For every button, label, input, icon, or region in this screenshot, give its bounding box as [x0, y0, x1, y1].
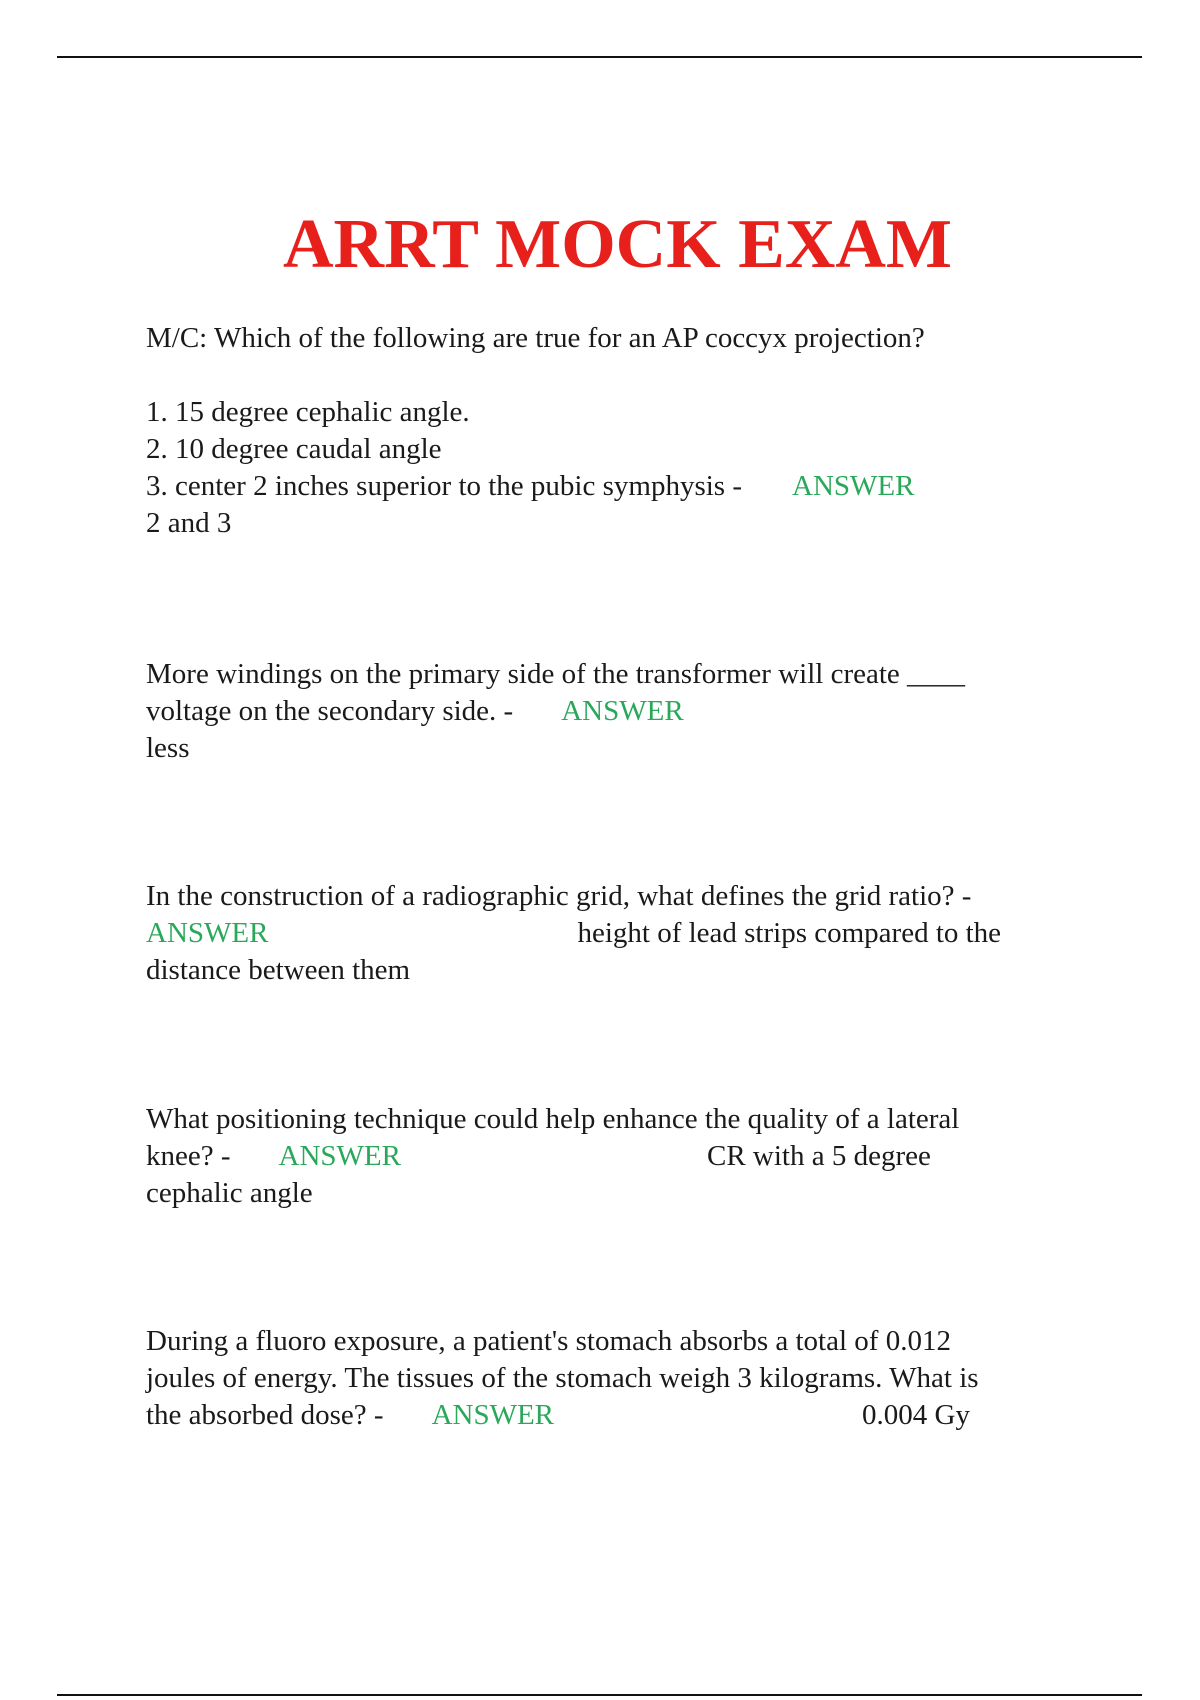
question-4-stem-line-1: What positioning technique could help enhance the quality of a lateral: [146, 1103, 960, 1135]
question-1-answer: 2 and 3: [146, 507, 232, 539]
question-2: [146, 656, 1086, 767]
question-1-stem: M/C: Which of the following are true for an AP coccyx projection?: [146, 322, 925, 354]
question-1-option-1: 1. 15 degree cephalic angle.: [146, 396, 470, 428]
question-1-option-3-text: 3. center 2 inches superior to the pubic symphysis -: [146, 470, 742, 502]
question-4-stem-line-2-text: knee? -: [146, 1140, 231, 1172]
question-4-answer-line-2: cephalic angle: [146, 1177, 313, 1209]
question-1: [146, 320, 1086, 542]
question-3: [146, 878, 1086, 989]
question-4: [146, 1101, 1086, 1212]
question-5-stem-line-1: During a fluoro exposure, a patient's stomach absorbs a total of 0.012: [146, 1325, 951, 1357]
question-5-stem-line-3: [146, 1397, 1086, 1434]
bottom-rule: [57, 1694, 1142, 1696]
question-1-option-2: 2. 10 degree caudal angle: [146, 433, 442, 465]
question-3-answer-line-2: distance between them: [146, 954, 411, 986]
top-rule: [57, 56, 1142, 58]
answer-label: ANSWER: [431, 1399, 555, 1431]
question-5-stem-line-2: joules of energy. The tissues of the stomach weigh 3 kilograms. What is: [146, 1362, 979, 1394]
answer-label: ANSWER: [278, 1140, 401, 1172]
question-4-stem-line-2: [146, 1138, 1086, 1175]
page-title: ARRT MOCK EXAM: [283, 206, 952, 283]
answer-label: ANSWER: [792, 470, 915, 502]
answer-label: ANSWER: [561, 695, 684, 727]
question-3-answer-line-1: [146, 915, 1086, 952]
question-2-stem-line-2-text: voltage on the secondary side. -: [146, 695, 514, 727]
question-3-stem-line-1: In the construction of a radiographic grid, what defines the grid ratio? -: [146, 880, 972, 912]
question-4-answer-line-1: CR with a 5 degree: [706, 1140, 931, 1172]
question-1-option-3: [146, 468, 1086, 505]
question-5: [146, 1323, 1086, 1434]
answer-label: ANSWER: [146, 917, 269, 949]
question-2-stem-line-2: [146, 693, 1086, 730]
question-5-answer: 0.004 Gy: [862, 1399, 970, 1431]
question-2-answer: less: [146, 732, 190, 764]
question-2-stem-line-1: More windings on the primary side of the transformer will create ____: [146, 658, 966, 690]
question-5-stem-line-3-text: the absorbed dose? -: [146, 1399, 384, 1431]
question-3-answer-line-1-text: height of lead strips compared to the: [577, 917, 1002, 949]
